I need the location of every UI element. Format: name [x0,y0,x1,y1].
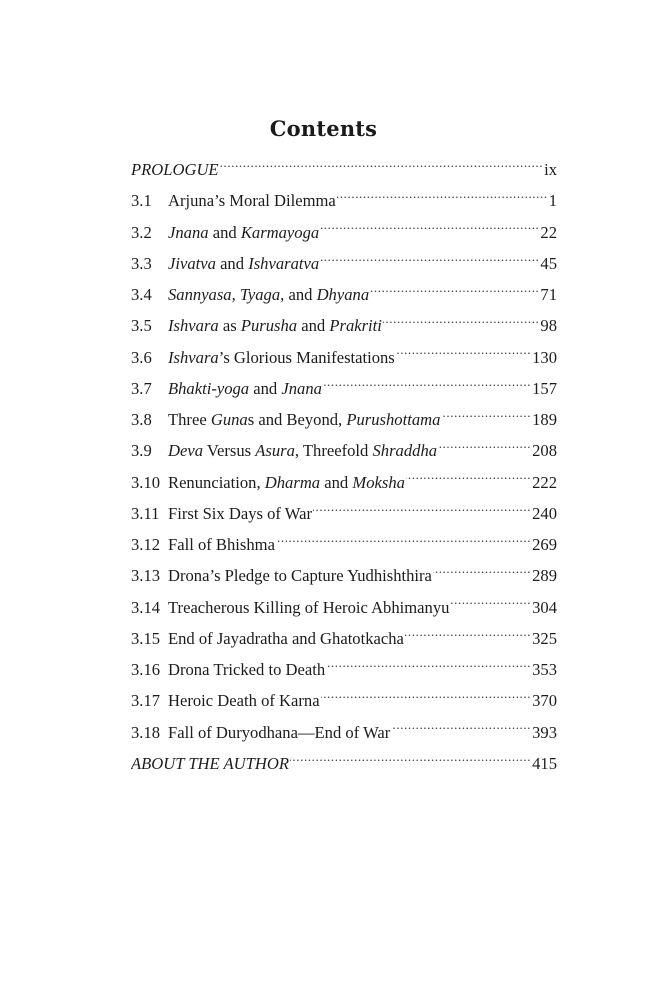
chapter-title [168,685,320,716]
title-text: ’s Glorious Manifestations [218,347,395,367]
italic-term: Bhakti-yoga [168,378,250,398]
dot-leader [370,283,539,300]
dot-leader [337,190,548,207]
toc-entry[interactable] [131,623,557,654]
chapter-title [168,592,449,623]
dot-leader [391,721,531,738]
italic-term: Purushottama [346,410,441,429]
italic-term: Prakriti [329,316,382,336]
page-number: 240 [532,503,557,523]
italic-term: PROLOGUE [131,160,219,179]
italic-term: Jnana [168,222,209,242]
page-number: 393 [532,722,557,742]
chapter-title [168,310,382,341]
italic-term: Ishvara [168,316,219,336]
italic-term: Jnana [281,378,322,398]
italic-term: Ishvara [168,347,219,367]
toc-entry[interactable] [131,248,557,279]
page-number: 415 [532,753,557,773]
title-text: and [249,378,282,398]
page-number: 22 [540,222,557,242]
dot-leader [320,252,539,269]
toc-entry[interactable] [131,467,557,498]
dot-leader [290,752,531,769]
page-number: 98 [540,316,557,336]
toc-entry[interactable] [131,685,557,716]
dot-leader [220,158,544,175]
toc-entry[interactable] [131,654,557,685]
toc-entry[interactable] [131,717,557,748]
chapter-title [168,717,390,748]
title-text: Treacherous Killing of Heroic Abhimanyu [168,597,450,617]
chapter-title [168,404,440,435]
chapter-number: 3.5 [131,316,152,336]
dot-leader [326,658,531,675]
chapter-title [168,623,404,654]
dot-leader [320,221,539,238]
chapter-title [168,342,395,373]
chapter-number: 3.13 [131,566,161,586]
toc-entry[interactable] [131,748,557,779]
title-text: and [284,285,317,304]
chapter-number: 3.14 [131,597,161,617]
chapter-title [168,654,325,685]
toc-entry[interactable] [131,560,557,591]
table-of-contents [131,154,557,779]
page-number: 289 [532,566,557,586]
chapter-number: 3.15 [131,628,161,648]
title-text: and [208,222,241,242]
dot-leader [396,346,531,363]
chapter-title [168,217,319,248]
page-number: 353 [532,660,557,679]
toc-entry[interactable] [131,498,557,529]
dot-leader [441,408,531,425]
italic-term: Shraddha [372,441,438,461]
chapter-number: 3.10 [131,472,161,492]
chapter-number: 3.12 [131,535,161,554]
dot-leader [405,627,531,644]
toc-entry[interactable] [131,310,557,341]
title-text: First Six Days of War [168,503,313,523]
chapter-title [168,560,432,591]
toc-entry[interactable] [131,435,557,466]
dot-leader [450,596,531,613]
page-number: 269 [532,535,557,554]
chapter-title [168,529,275,560]
chapter-number: 3.16 [131,660,161,679]
chapter-number: 3.7 [131,378,152,398]
chapter-title [168,498,312,529]
page-number: ix [544,160,557,179]
chapter-title [168,279,369,310]
title-text: Renunciation, [168,472,265,492]
dot-leader [383,315,540,332]
chapter-number: 3.11 [131,503,160,523]
chapter-title [168,185,336,216]
toc-entry[interactable] [131,185,557,216]
page-number: 1 [548,191,557,211]
title-text: Heroic Death of Karna [168,691,320,711]
dot-leader [406,471,531,488]
italic-term: Deva [168,441,204,461]
toc-entry[interactable] [131,404,557,435]
chapter-title [168,373,322,404]
chapter-title [168,248,319,279]
title-text: Versus [203,441,256,461]
chapter-title [168,435,437,466]
title-text: Drona Tricked to Death [168,660,326,679]
toc-entry[interactable] [131,342,557,373]
chapter-number: 3.9 [131,441,152,461]
page-number: 370 [532,691,557,711]
contents-heading: Contents [269,116,378,141]
chapter-title [131,154,219,185]
italic-term: Dharma [264,472,321,492]
title-text: End of Jayadratha and Ghatotkacha [168,628,404,648]
title-text: Drona’s Pledge to Capture Yudhishthira [168,566,432,586]
chapter-number: 3.17 [131,691,161,711]
chapter-number: 3.8 [131,410,152,429]
toc-entry[interactable] [131,217,557,248]
page-number: 222 [532,472,557,492]
chapter-title [131,748,289,779]
title-text: s and Beyond, [247,410,347,429]
title-text: Fall of Bhishma [168,535,275,554]
dot-leader [313,502,531,519]
italic-term: Purusha [240,316,298,336]
chapter-number: 3.18 [131,722,161,742]
italic-term: Ishvaratva [248,253,320,273]
toc-entry[interactable] [131,154,557,185]
title-text: , Threefold [294,441,373,461]
page-number: 189 [532,410,557,429]
page-number: 45 [540,253,557,273]
chapter-number: 3.4 [131,285,152,304]
title-text: and [297,316,330,336]
italic-term: Karmayoga [240,222,320,242]
chapter-number: 3.6 [131,347,152,367]
italic-term: Dhyana [316,285,370,304]
page-number: 304 [532,597,557,617]
title-text: and [215,253,249,273]
italic-term: ABOUT THE AUTHOR [131,753,289,773]
toc-entry[interactable] [131,592,557,623]
title-text: as [218,316,241,336]
chapter-number: 3.1 [131,191,152,211]
italic-term: Asura [255,441,295,461]
title-text: Arjuna’s Moral Dilemma [168,191,336,211]
page-number: 208 [532,441,557,461]
chapter-title [168,467,405,498]
toc-entry[interactable] [131,529,557,560]
page-number: 325 [532,628,557,648]
italic-term: Sannyasa, Tyaga, [168,285,285,304]
title-text: Three [168,410,211,429]
title-text: and [320,472,353,492]
chapter-number: 3.3 [131,253,152,273]
dot-leader [323,377,531,394]
page-number: 71 [540,285,557,304]
page-number: 157 [532,378,557,398]
italic-term: Guna [210,410,248,429]
italic-term: Jivatva [168,253,216,273]
dot-leader [276,533,531,550]
title-text: Fall of Duryodhana—End of War [168,722,391,742]
dot-leader [433,565,531,582]
toc-entry[interactable] [131,373,557,404]
dot-leader [438,440,531,457]
italic-term: Moksha [352,472,405,492]
toc-entry[interactable] [131,279,557,310]
chapter-number: 3.2 [131,222,152,242]
page-number: 130 [532,347,557,367]
dot-leader [321,690,532,707]
